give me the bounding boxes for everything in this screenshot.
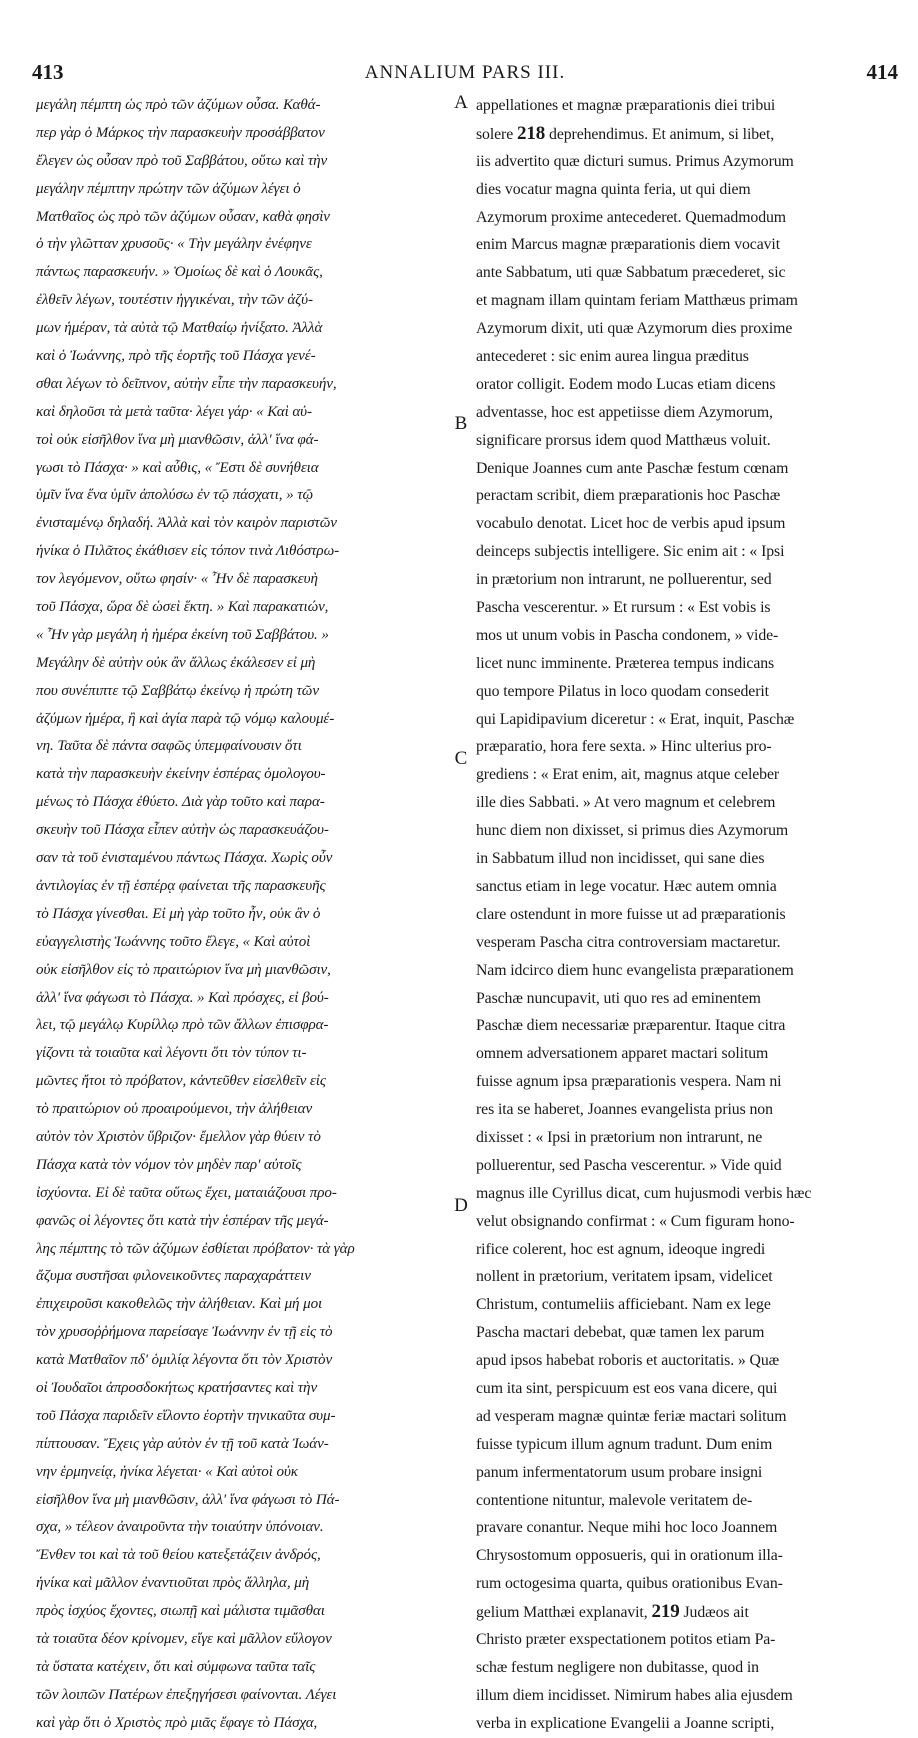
greek-text-column: [36, 92, 452, 1738]
greek-text-line: ἐλθεῖν λέγων, τουτέστιν ἠγγικέναι, τὴν τῶν ἀζύ-: [36, 292, 313, 309]
greek-text-line: ἀντιλογίας ἐν τῇ ἑσπέρᾳ φαίνεται τῆς παρασκευῆς: [36, 877, 326, 894]
greek-text-line: τὸ πραιτώριον οὐ προαιρούμενοι, τὴν ἀλήθειαν: [36, 1101, 313, 1118]
greek-text-line: ὁ τὴν γλῶτταν χρυσοῦς· « Τὴν μεγάλην ἐνέφηνε: [36, 236, 312, 253]
greek-text-line: σθαι λέγων τὸ δεῖπνον, αὐτὴν εἶπε τὴν παρασκευήν,: [36, 375, 337, 392]
latin-text-line: quo tempore Pilatus in loco quodam consederit: [476, 682, 769, 700]
latin-text-line: contentione nituntur, malevole veritatem de-: [476, 1491, 753, 1509]
latin-text-line: Nam idcirco diem hunc evangelista præparationem: [476, 961, 794, 979]
page-header: [26, 60, 904, 84]
latin-text-line: in prætorium non intrarunt, ne polluerentur, sed: [476, 571, 772, 589]
greek-text-line: καὶ δηλοῦσι τὰ μετὰ ταῦτα· λέγει γάρ· « Καὶ αὐ-: [36, 403, 312, 420]
greek-text-line: γίζοντι τὰ τοιαῦτα καὶ λέγοντι ὅτι τὸν τύπον τι-: [36, 1045, 307, 1062]
margin-letter-d: D: [454, 1195, 468, 1216]
latin-text-line: et magnam illam quintam feriam Matthæus primam: [476, 292, 798, 310]
latin-text-line: dixisset : « Ipsi in prætorium non intrarunt, ne: [476, 1128, 763, 1146]
greek-text-line: πάντως παρασκευήν. » Ὁμοίως δὲ καὶ ὁ Λουκᾶς,: [36, 264, 323, 281]
latin-text-line: Christo præter exspectationem potitos etiam Pa-: [476, 1630, 776, 1648]
greek-text-line: νη. Ταῦτα δὲ πάντα σαφῶς ὑπεμφαίνουσιν ὅτι: [36, 738, 302, 755]
latin-text-line: illum diem incidisset. Nimirum habes alia ejusdem: [476, 1686, 793, 1704]
latin-text-line: sanctus etiam in lege vocatur. Hæc autem omnia: [476, 877, 777, 895]
latin-text-line: Christum, contumeliis afficiebant. Nam ex lege: [476, 1296, 771, 1314]
latin-text-line: adventasse, hoc est appetiisse diem Azymorum,: [476, 403, 773, 421]
greek-text-line: ἀζύμων ἡμέρα, ἢ καὶ ἁγία παρὰ τῷ νόμῳ καλουμέ-: [36, 710, 335, 727]
greek-text-line: καὶ ὁ Ἰωάννης, πρὸ τῆς ἑορτῆς τοῦ Πάσχα γενέ-: [36, 348, 316, 365]
latin-text-line: iis advertito quæ dicturi sumus. Primus Azymorum: [476, 152, 794, 170]
greek-text-line: τὰ ὕστατα κατέχειν, ὅτι καὶ σύμφωνα ταῦτα ταῖς: [36, 1658, 316, 1675]
latin-text-line: rifice colerent, hoc est agnum, ideoque ingredi: [476, 1240, 766, 1258]
greek-text-line: μεγάλη πέμπτη ὡς πρὸ τῶν ἀζύμων οὖσα. Καθά-: [36, 97, 321, 113]
greek-text-line: τοῦ Πάσχα, ὥρα δὲ ὡσεὶ ἕκτη. » Καὶ παρακατιών,: [36, 599, 329, 616]
greek-text-line: οἱ Ἰουδαῖοι ἀπροσδοκήτως κρατήσαντες καὶ τὴν: [36, 1379, 318, 1396]
greek-text-line: μων ἡμέραν, τὰ αὐτὰ τῷ Ματθαίῳ ἠνίξατο. Ἀλλὰ: [36, 320, 323, 337]
greek-text-line: λει, τῷ μεγάλῳ Κυρίλλῳ πρὸ τῶν ἄλλων ἐπισφρα-: [36, 1017, 329, 1034]
latin-text-line: ad vesperam magnæ quintæ feriæ mactari solitum: [476, 1407, 787, 1425]
greek-text-line: Πάσχα κατὰ τὸν νόμον τὸν μηδὲν παρ' αὐτοῖς: [36, 1156, 302, 1173]
greek-text-line: σχα, » τέλεον ἀναιροῦντα τὴν τοιαύτην ὑπόνοιαν.: [36, 1519, 324, 1536]
margin-letter-b: B: [454, 413, 468, 434]
greek-text-line: σκευὴν τοῦ Πάσχα εἶπεν αὐτὴν ὡς παρασκευάζου-: [36, 822, 329, 839]
greek-text-line: γωσι τὸ Πάσχα· » καὶ αὖθις, « Ἔστι δὲ συνήθεια: [36, 459, 319, 476]
greek-text-line: πρὸς ἰσχύος ἔχοντες, σιωπῇ καὶ μάλιστα τιμᾶσθαι: [36, 1603, 325, 1620]
greek-text-line: « Ἦν γὰρ μεγάλη ἡ ἡμέρα ἐκείνη τοῦ Σαββάτου. »: [36, 626, 329, 643]
page-number-left: 413: [32, 60, 64, 84]
greek-text-line: μένως τὸ Πάσχα ἐθύετο. Διὰ γὰρ τοῦτο καὶ παρα-: [36, 794, 325, 811]
greek-text-line: ἰσχύοντα. Εἰ δὲ ταῦτα οὕτως ἔχει, ματαιάζουσι προ-: [36, 1184, 337, 1201]
greek-text-line: τὸ Πάσχα γίνεσθαι. Εἰ μὴ γὰρ τοῦτο ἦν, οὐκ ἂν ὁ: [36, 905, 321, 922]
latin-text-line: fuisse typicum illum agnum tradunt. Dum enim: [476, 1435, 773, 1453]
greek-text-line: Ματθαῖος ὡς πρὸ τῶν ἀζύμων οὖσαν, καθὰ φησὶν: [36, 208, 330, 225]
greek-text-line: ἐνισταμένῳ δηλαδή. Ἀλλὰ καὶ τὸν καιρὸν παριστῶν: [36, 515, 337, 532]
latin-text-line: appellationes et magnæ præparationis diei tribui: [476, 97, 776, 114]
greek-text-line: πίπτουσαν. Ἔχεις γὰρ αὐτὸν ἐν τῇ τοῦ κατὰ Ἰωάν-: [36, 1435, 329, 1452]
greek-text-line: ἄζυμα συστῆσαι φιλονεικοῦντες παραχαράττειν: [36, 1268, 311, 1285]
greek-text-line: κατὰ τὴν παρασκευὴν ἐκείνην ἑσπέρας ὁμολογου-: [36, 766, 326, 783]
latin-text-line: peractam scribit, diem præparationis hoc Paschæ: [476, 487, 781, 505]
greek-text-line: περ γὰρ ὁ Μάρκος τὴν παρασκευὴν προσάββατον: [36, 124, 325, 141]
latin-text-line: apud ipsos habebat roboris et auctoritatis. » Quæ: [476, 1352, 780, 1370]
greek-text-line: ἔλεγεν ὡς οὖσαν πρὸ τοῦ Σαββάτου, οὕτω καὶ τὴν: [36, 152, 328, 169]
greek-text-line: εἰσῆλθον ἵνα μὴ μιανθῶσιν, ἀλλ' ἵνα φάγωσι τὸ Πά-: [36, 1491, 340, 1508]
greek-text-line: αὐτὸν τὸν Χριστὸν ὕβριζον· ἔμελλον γὰρ θύειν τὸ: [36, 1128, 321, 1145]
latin-text-line: Pascha vescerentur. » Et rursum : « Est vobis is: [476, 599, 771, 617]
greek-text-line: νην ἑρμηνείᾳ, ἡνίκα λέγεται· « Καὶ αὐτοὶ οὐκ: [36, 1463, 298, 1480]
latin-text-line: Pascha mactari debebat, quæ tamen lex parum: [476, 1324, 765, 1342]
greek-text-line: τον λεγόμενον, οὕτω φησίν· « Ἦν δὲ παρασκευὴ: [36, 571, 318, 588]
greek-text-line: σαν τὰ τοῦ ἐνισταμένου πάντως Πάσχα. Χωρὶς οὖν: [36, 850, 333, 867]
greek-text-line: τὰ τοιαῦτα δέον κρίνομεν, εἴγε καὶ μᾶλλον εὔλογον: [36, 1630, 332, 1647]
greek-text-line: Ἔνθεν τοι καὶ τὰ τοῦ θείου κατεξετάζειν ἀνδρός,: [36, 1547, 321, 1564]
latin-text-line: Paschæ nuncupavit, uti quo res ad eminentem: [476, 989, 761, 1007]
latin-text-line: deinceps subjectis intelligere. Sic enim ait : « Ipsi: [476, 543, 785, 561]
latin-text-line: res ita se haberet, Joannes evangelista prius non: [476, 1101, 773, 1119]
greek-text-line: τῶν λοιπῶν Πατέρων ἐπεξηγήσεσι φαίνονται. Λέγει: [36, 1686, 337, 1703]
greek-text-line: φανῶς οἱ λέγοντες ὅτι κατὰ τὴν ἑσπέραν τῆς μεγά-: [36, 1212, 329, 1229]
latin-text-line: in Sabbatum illud non incidisset, qui sane dies: [476, 850, 765, 868]
latin-text-line: grediens : « Erat enim, ait, magnus atque celeber: [476, 766, 780, 784]
greek-text-line: που συνέπιπτε τῷ Σαββάτῳ ἐκείνῳ ἡ πρώτη τῶν: [36, 682, 319, 699]
latin-text-line: orator colligit. Eodem modo Lucas etiam dicens: [476, 375, 776, 393]
greek-text-line: τοῦ Πάσχα παριδεῖν εἵλοντο ἑορτὴν τηνικαῦτα συμ-: [36, 1407, 336, 1424]
column-number: 219: [651, 1601, 680, 1623]
latin-text-line: fuisse agnum ipsa præparationis vespera. Nam ni: [476, 1073, 782, 1091]
greek-text-line: ὑμῖν ἵνα ἕνα ὑμῖν ἀπολύσω ἐν τῷ πάσχατι, » τῷ: [36, 487, 314, 504]
latin-text-line: enim Marcus magnæ præparationis diem vocavit: [476, 236, 781, 254]
latin-text-line: rum octogesima quarta, quibus orationibus Evan-: [476, 1575, 783, 1593]
greek-text-line: ἡνίκα καὶ μᾶλλον ἐναντιοῦται πρὸς ἄλληλα, μὴ: [36, 1575, 310, 1592]
latin-text-line: vesperam Pascha citra controversiam mactaretur.: [476, 933, 781, 951]
latin-text-line: nollent in prætorium, veritatem ipsam, videlicet: [476, 1268, 773, 1286]
latin-text-line: significare prorsus idem quod Matthæus voluit.: [476, 431, 771, 449]
latin-text-line: Denique Joannes cum ante Paschæ festum cœnam: [476, 459, 789, 477]
running-title: ANNALIUM PARS III.: [364, 62, 566, 83]
latin-text-line: polluerentur, sed Pascha vescerentur. » Vide quid: [476, 1156, 782, 1174]
greek-text-line: τοὶ οὐκ εἰσῆλθον ἵνα μὴ μιανθῶσιν, ἀλλ' ἵνα φά-: [36, 431, 319, 448]
latin-text-line: schæ festum negligere non dubitasse, quod in: [476, 1658, 759, 1676]
greek-text-line: μῶντες ἤτοι τὸ πρόβατον, κἀντεῦθεν εἰσελθεῖν εἰς: [36, 1073, 326, 1090]
greek-text-line: ἀλλ' ἵνα φάγωσι τὸ Πάσχα. » Καὶ πρόσχες, εἰ βού-: [36, 989, 329, 1006]
greek-text-line: τὸν χρυσοῤῥήμονα παρείσαγε Ἰωάννην ἐν τῇ εἰς τὸ: [36, 1324, 333, 1341]
greek-text-line: Μεγάλην δὲ αὐτὴν οὐκ ἂν ἄλλως ἐκάλεσεν εἰ μὴ: [36, 654, 316, 671]
margin-letter-a: A: [454, 92, 468, 113]
column-number: 218: [516, 122, 546, 144]
latin-text-line: Azymorum proxime antecederet. Quemadmodum: [476, 208, 786, 226]
greek-text-line: κατὰ Ματθαῖον πδ' ὁμιλίᾳ λέγοντα ὅτι τὸν Χριστὸν: [36, 1352, 333, 1369]
latin-text-line: vocabulo denotat. Licet hoc de verbis apud ipsum: [476, 515, 786, 533]
greek-text-line: καὶ γὰρ ὅτι ὁ Χριστὸς πρὸ μιᾶς ἔφαγε τὸ Πάσχα,: [36, 1714, 318, 1731]
greek-text-line: οὐκ εἰσῆλθον εἰς τὸ πραιτώριον ἵνα μὴ μιανθῶσιν,: [36, 961, 331, 978]
greek-text-line: εὐαγγελιστὴς Ἰωάννης τοῦτο ἔλεγε, « Καὶ αὐτοὶ: [36, 933, 311, 950]
latin-text-line: mos ut unum vobis in Pascha condonem, » vide-: [476, 626, 779, 644]
latin-text-line: licet nunc imminente. Præterea tempus indicans: [476, 654, 775, 672]
latin-text-line: præparatio, hora fere sexta. » Hinc ulterius pro-: [476, 738, 772, 756]
latin-text-line: antecederet : sic enim aurea lingua præditus: [476, 348, 749, 366]
greek-text-line: ἐπιχειροῦσι κακοθελῶς τὴν ἀλήθειαν. Καὶ μή μοι: [36, 1296, 323, 1313]
latin-text-line: velut obsignando confirmat : « Cum figuram hono-: [476, 1212, 795, 1230]
latin-text-line: Azymorum dixit, uti quæ Azymorum dies proxime: [476, 320, 793, 338]
latin-text-line: ille dies Sabbati. » At vero magnum et celebrem: [476, 794, 776, 812]
latin-text-line: panum infermentatorum usum probare insigni: [476, 1463, 763, 1481]
greek-text-line: μεγάλην πέμπτην πρώτην τῶν ἀζύμων λέγει ὁ: [36, 180, 301, 197]
latin-text-line: dies vocatur magna quinta feria, ut qui diem: [476, 180, 751, 198]
latin-text-column: [476, 92, 888, 1738]
margin-letter-c: C: [454, 748, 468, 769]
latin-text-line: hunc diem non dixisset, si primus dies Azymorum: [476, 822, 789, 840]
latin-text-line: solere 218 deprehendimus. Et animum, si libet,: [476, 122, 775, 144]
latin-text-line: gelium Matthæi explanavit, 219 Judæos ait: [476, 1601, 749, 1623]
latin-text-line: Chrysostomum opposueris, qui in orationum illa-: [476, 1547, 783, 1565]
latin-text-line: omnem adversationem apparet mactari solitum: [476, 1045, 769, 1063]
latin-text-line: verba in explicatione Evangelii a Joanne scripti,: [476, 1714, 775, 1732]
latin-text-line: clare ostendunt in more fuisse ut ad præparationis: [476, 905, 786, 923]
latin-text-line: pravare conantur. Neque mihi hoc loco Joannem: [476, 1519, 778, 1537]
latin-text-line: cum ita sint, perspicuum est eos vana dicere, qui: [476, 1379, 778, 1397]
greek-text-line: λης πέμπτης τὸ τῶν ἀζύμων ἐσθίεται πρόβατον· τὰ γὰρ: [36, 1240, 355, 1257]
page-number-right: 414: [866, 60, 898, 84]
latin-text-line: Paschæ diem necessariæ præparentur. Itaque citra: [476, 1017, 786, 1035]
latin-text-line: magnus ille Cyrillus dicat, cum hujusmodi verbis hæc: [476, 1184, 812, 1202]
latin-text-line: ante Sabbatum, uti quæ Sabbatum præcederet, sic: [476, 264, 786, 282]
greek-text-line: ἡνίκα ὁ Πιλᾶτος ἐκάθισεν εἰς τόπον τινὰ Λιθόστρω-: [36, 543, 340, 560]
latin-text-line: qui Lapidipavium diceretur : « Erat, inquit, Paschæ: [476, 710, 795, 728]
